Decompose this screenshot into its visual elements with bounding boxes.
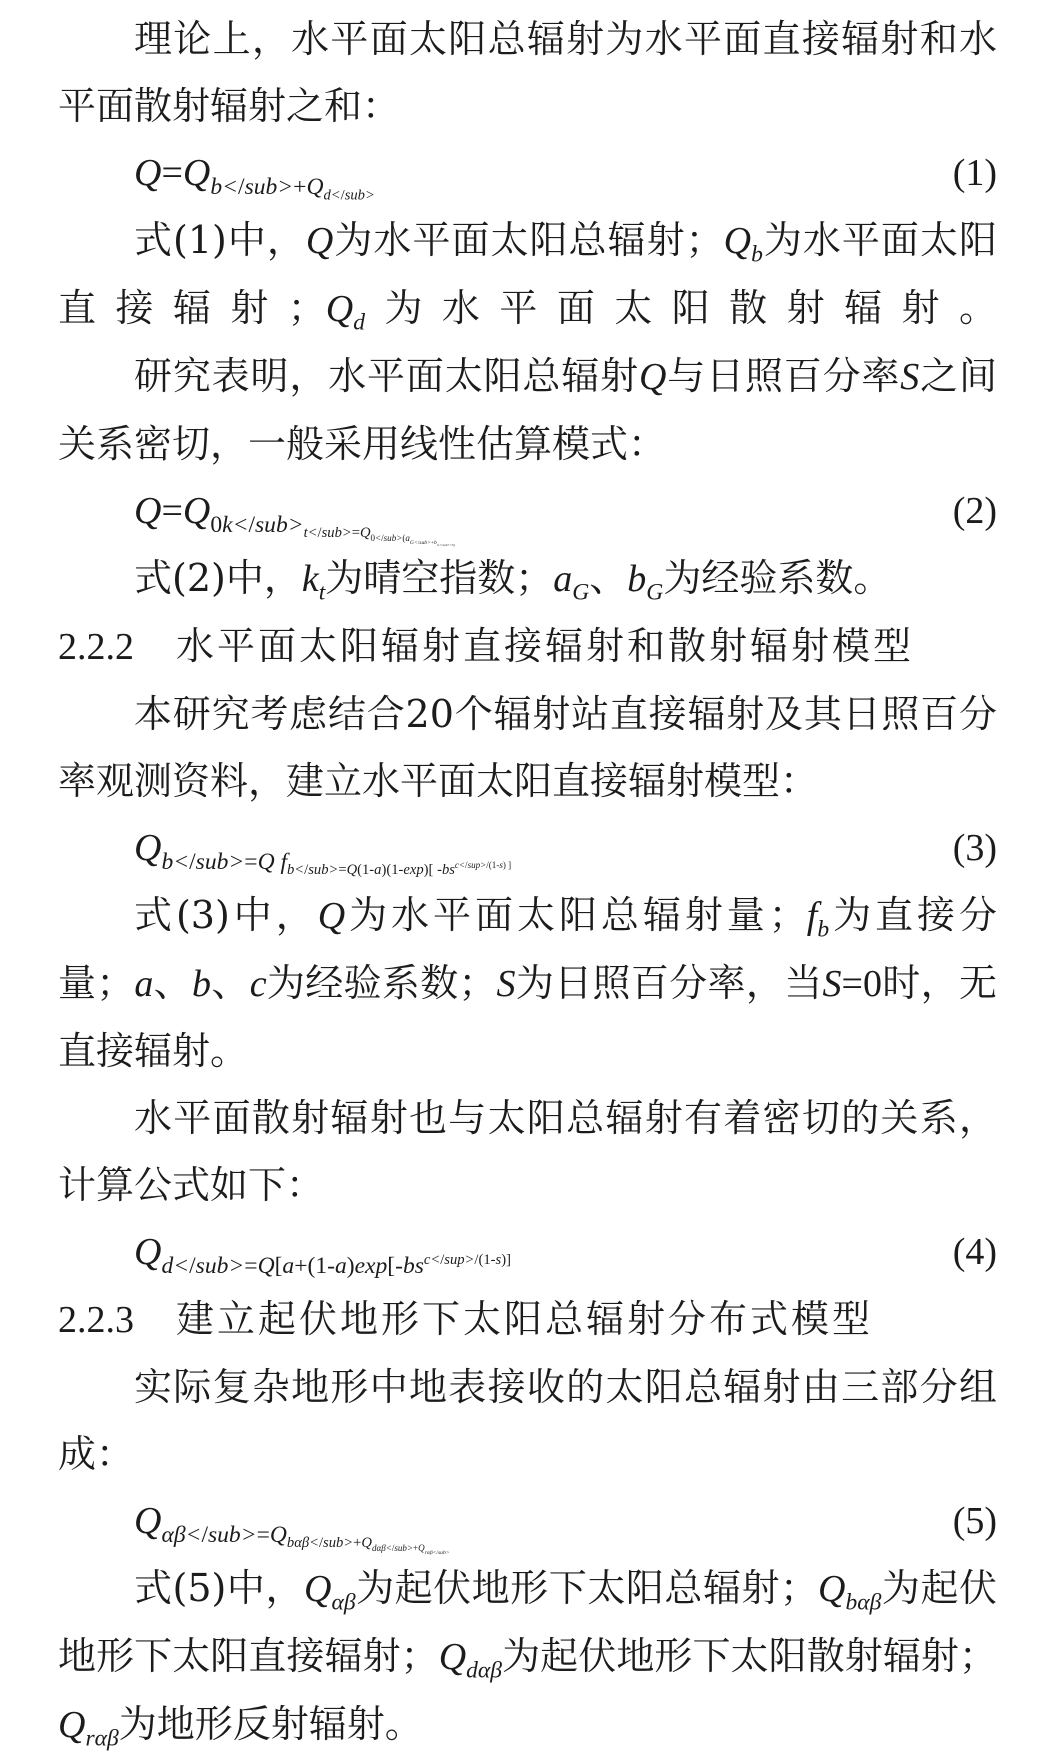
paragraph-eq5-definitions: 式(5)中，$Q_{\alpha\beta}$为起伏地形下太阳总辐射；$Q_{b\alpha\beta}$为起伏地形下太阳直接辐射；$Q_{d\alpha\beta}$为起伏地形下太阳散射辐射；$Q_{r\alpha\beta}$为地形反射辐射。 (58, 1566, 997, 1752)
paragraph-direct-model-intro: 本研究考虑结合20个辐射站直接辐射及其日照百分率观测资料，建立水平面太阳直接辐射模型： (58, 692, 997, 804)
equation-1 (58, 140, 997, 207)
paragraph-terrain-components: 实际复杂地形中地表接收的太阳总辐射由三部分组成： (58, 1365, 997, 1477)
equation-3-formula: $Q_{b</sub>=Q f_{b</sub>=Q(1-a)(1-exp)[ -bs^{c</sup>/(1-s) ]}}}$ (134, 827, 512, 879)
equation-2-formula: $Q=Q_{0k</sub>_{t</sub>=Q_{0</sub>(a_{G</sub>+b_{G</sub>\times S)}}}}}$ (134, 490, 455, 548)
equation-1-number: (1) (952, 152, 997, 194)
equation-4 (58, 1219, 997, 1286)
equation-1-formula: $Q=Q_{b</sub>+Q_{d</sub>}}$ (134, 152, 375, 204)
paragraph-sunshine-relation: 研究表明，水平面太阳总辐射Q与日照百分率S之间关系密切，一般采用线性估算模式： (58, 354, 997, 466)
section-title: 水平面太阳辐射直接辐射和散射辐射模型 (176, 624, 915, 669)
section-heading-2-2-3 (58, 1286, 997, 1354)
paragraph-diffuse-relation: 水平面散射辐射也与太阳总辐射有着密切的关系，计算公式如下： (58, 1096, 997, 1208)
equation-5-formula: $Q_{\alpha\beta</sub>=Q_{b\alpha\beta</sub>+Q_{d\alpha\beta</sub>+Q_{r\alpha\beta</sub>}}}}$ (134, 1500, 450, 1557)
section-number: 2.2.3 (58, 1299, 134, 1342)
equation-5 (58, 1488, 997, 1555)
paragraph-eq1-definitions: 式(1)中，Q为水平面太阳总辐射；$Q_b$为水平面太阳直接辐射；$Q_d$为水平面太阳散射辐射。 (58, 218, 997, 336)
section-title: 建立起伏地形下太阳总辐射分布式模型 (176, 1297, 874, 1342)
equation-5-number: (5) (952, 1500, 997, 1543)
section-number: 2.2.2 (58, 626, 134, 669)
section-heading-2-2-2 (58, 613, 997, 681)
paragraph-total-radiation: 理论上，水平面太阳总辐射为水平面直接辐射和水平面散射辐射之和： (58, 17, 997, 128)
equation-3-number: (3) (952, 827, 997, 870)
equation-2 (58, 478, 997, 548)
equation-4-formula: $Q_{d</sub>=Q[a+(1-a)exp[-bs^{c</sup>/(1-s)]}}$ (134, 1231, 511, 1279)
equation-4-number: (4) (952, 1231, 997, 1274)
equation-2-number: (2) (952, 490, 997, 532)
equation-3 (58, 815, 997, 882)
paragraph-eq2-definitions: 式(2)中，$k_t$为晴空指数；$a_G$、$b_G$为经验系数。 (134, 556, 892, 606)
paragraph-eq3-definitions: 式(3)中，Q为水平面太阳总辐射量；$f_b$为直接分量；a、b、c为经验系数；S为日照百分率，当S=0时，无直接辐射。 (58, 893, 997, 1074)
